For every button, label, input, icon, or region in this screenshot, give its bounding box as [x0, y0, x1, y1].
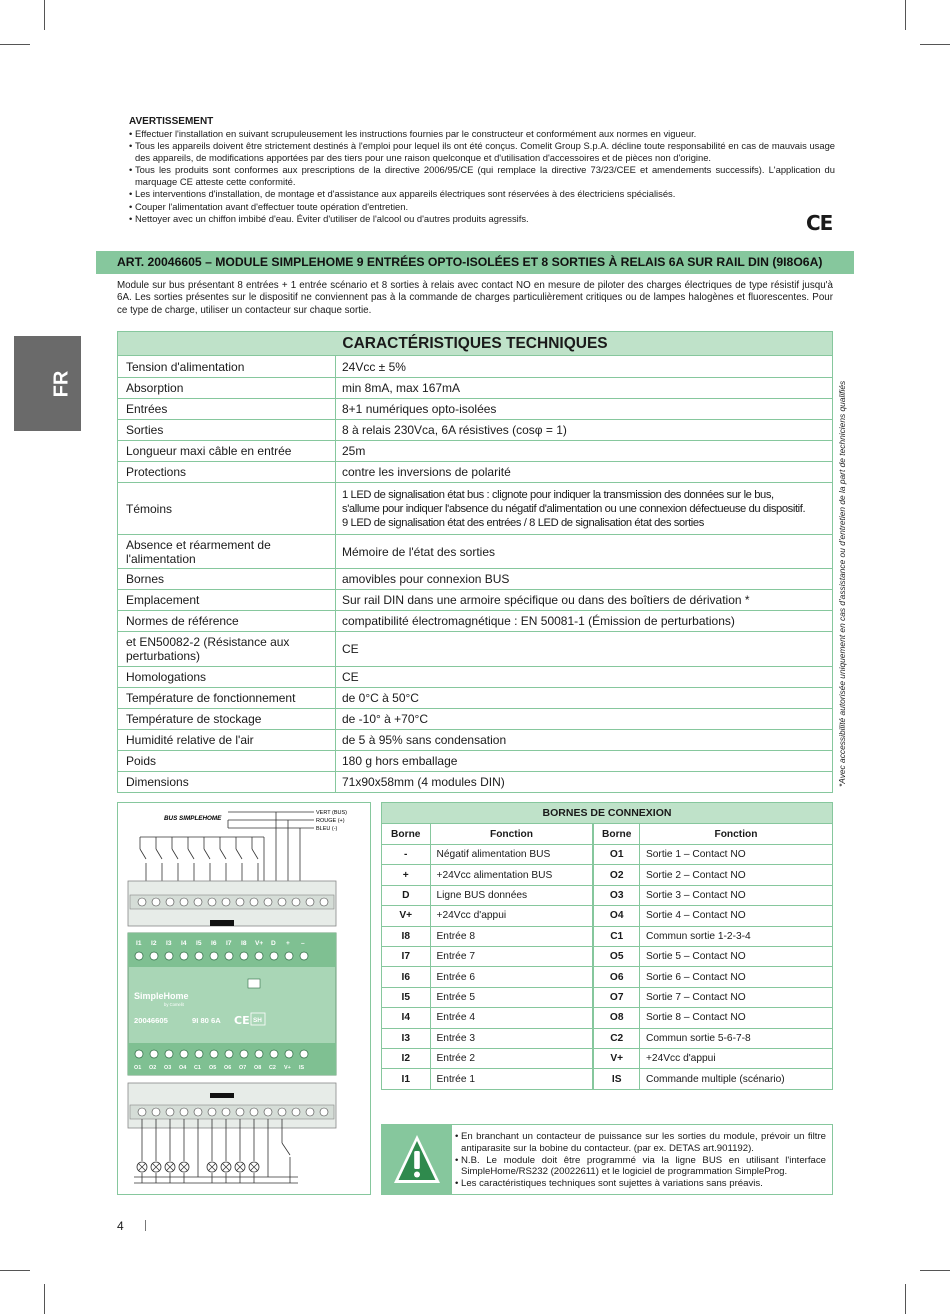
borne-code: + [382, 865, 430, 885]
borne-function: Négatif alimentation BUS [430, 845, 593, 865]
warning-section [129, 116, 835, 225]
crop-mark [0, 1270, 30, 1271]
table-row [382, 987, 832, 1007]
spec-value: 25m [342, 444, 366, 458]
borne-code: O2 [593, 865, 639, 885]
terminal-label: V+ [255, 940, 264, 947]
borne-code: O3 [593, 885, 639, 905]
borne-code: O4 [593, 906, 639, 926]
status-led [248, 979, 260, 988]
borne-code: V+ [382, 906, 430, 926]
borne-function: Entrée 2 [430, 1048, 593, 1068]
module-bottom-band [128, 1043, 336, 1075]
spec-label: Température de stockage [118, 709, 336, 729]
borne-function: Sortie 4 – Contact NO [639, 906, 832, 926]
terminal-label: O6 [224, 1065, 232, 1071]
model-name: 9I 80 6A [192, 1016, 221, 1025]
warning-item: • Effectuer l'installation en suivant scrupuleusement les instructions fournies par le constructeur et conformément aux normes en vigueur. [129, 128, 835, 140]
column-header: Fonction [639, 824, 832, 845]
model-code: 20046605 [134, 1016, 168, 1025]
column-header: Borne [593, 824, 639, 845]
warning-triangle-icon [382, 1125, 452, 1194]
spec-value: amovibles pour connexion BUS [342, 572, 510, 586]
terminal-label: O3 [164, 1065, 172, 1071]
crop-mark [905, 0, 906, 30]
borne-code: I7 [382, 946, 430, 966]
ce-mark-logo: CE [806, 211, 833, 235]
borne-code: I5 [382, 987, 430, 1007]
borne-function: +24Vcc d'appui [639, 1048, 832, 1068]
crop-mark [920, 44, 950, 45]
borne-function: Sortie 7 – Contact NO [639, 987, 832, 1007]
spec-row [118, 708, 832, 729]
borne-code: D [382, 885, 430, 905]
bornes-table [381, 802, 833, 1090]
spec-label: et EN50082-2 (Résistance aux perturbations) [118, 632, 336, 666]
table-row [382, 885, 832, 905]
crop-mark [44, 0, 45, 30]
spec-value: de 0°C à 50°C [342, 691, 419, 705]
terminal-label: I2 [151, 940, 157, 947]
terminal-label: O5 [209, 1065, 217, 1071]
spec-value-line: 1 LED de signalisation état bus : clignote pour indiquer la transmission des données sur le bus, [342, 488, 774, 501]
spec-row [118, 771, 832, 792]
spec-row [118, 356, 832, 377]
notice-box [381, 1124, 833, 1195]
table-row [382, 845, 832, 865]
borne-code: I4 [382, 1008, 430, 1028]
table-row [382, 926, 832, 946]
borne-code: C2 [593, 1028, 639, 1048]
spec-row [118, 610, 832, 631]
borne-function: Sortie 3 – Contact NO [639, 885, 832, 905]
module-top-band [128, 933, 336, 967]
spec-value-line: 9 LED de signalisation état des entrées / 8 LED de signalisation état des sorties [342, 516, 704, 529]
borne-code: O5 [593, 946, 639, 966]
spec-row [118, 419, 832, 440]
spec-value: de 5 à 95% sans condensation [342, 733, 507, 747]
spec-value-line: s'allume pour indiquer l'absence du négatif d'alimentation ou une connexion défectueuse du dispositif. [342, 502, 806, 515]
borne-function: Sortie 8 – Contact NO [639, 1008, 832, 1028]
notice-list [455, 1131, 826, 1190]
terminal-label: IS [299, 1065, 305, 1071]
spec-label: Témoins [118, 483, 336, 534]
borne-function: Entrée 4 [430, 1008, 593, 1028]
table-header-row [382, 824, 832, 845]
crop-mark [0, 44, 30, 45]
wire-label: ROUGE (+) [316, 818, 345, 824]
terminal-label: I5 [196, 940, 202, 947]
spec-value: 8 à relais 230Vca, 6A résistives (cosφ = 1) [342, 423, 567, 437]
spec-label: Absence et réarmement de l'alimentation [118, 535, 336, 568]
borne-function: Entrée 3 [430, 1028, 593, 1048]
spec-label: Normes de référence [118, 611, 336, 631]
borne-code: V+ [593, 1048, 639, 1068]
spec-value: 24Vcc ± 5% [342, 359, 406, 374]
borne-function: Entrée 7 [430, 946, 593, 966]
page-number: 4 [117, 1219, 124, 1233]
terminal-label: V+ [284, 1065, 291, 1071]
borne-code: - [382, 845, 430, 865]
wire-label: BLEU (-) [316, 826, 338, 832]
spec-row [118, 631, 832, 666]
borne-code: I1 [401, 1073, 410, 1085]
column-header: Fonction [430, 824, 593, 845]
spec-row [118, 482, 832, 534]
terminal-label: + [286, 940, 290, 947]
wiring-diagram [117, 802, 371, 1195]
spec-label: Absorption [118, 378, 336, 398]
spec-value: Mémoire de l'état des sorties [342, 544, 496, 559]
spec-row [118, 377, 832, 398]
spec-value: CE [342, 670, 359, 684]
notice-item: • Les caractéristiques techniques sont sujettes à variations sans préavis. [455, 1178, 826, 1190]
borne-code: O1 [593, 845, 639, 865]
borne-code: C1 [593, 926, 639, 946]
borne-code: I3 [382, 1028, 430, 1048]
spec-value: CE [342, 642, 359, 656]
notice-item: • N.B. Le module doit être programmé via la ligne BUS en utilisant l'interface SimpleHome/RS232 (20022611) et le logiciel de programmation SimpleProg. [455, 1155, 826, 1179]
terminal-label: D [271, 940, 276, 947]
terminal-label: O2 [149, 1065, 157, 1071]
spec-label: Dimensions [118, 772, 336, 792]
crop-mark [920, 1270, 950, 1271]
spec-label: Température de fonctionnement [118, 688, 336, 708]
side-note-text: *Avec accessibilité autorisée uniquement en cas d'assistance ou d'entretien de la part de techniciens qualifiés [837, 380, 847, 787]
spec-row [118, 398, 832, 419]
table-row [382, 1008, 832, 1028]
table-row [382, 1069, 832, 1089]
borne-function: Entrée 8 [430, 926, 593, 946]
warning-item: • Les interventions d'installation, de montage et d'assistance aux appareils électriques sont réservées à des électriciens spécialisés. [129, 188, 835, 200]
terminal-label: O8 [254, 1065, 262, 1071]
spec-label: Protections [118, 462, 336, 482]
borne-function: Entrée 6 [430, 967, 593, 987]
terminal-label: – [301, 940, 305, 947]
warning-item: • Couper l'alimentation avant d'effectuer toute opération d'entretien. [129, 201, 835, 213]
borne-code: I8 [382, 926, 430, 946]
table-row [382, 865, 832, 885]
borne-function: Sortie 1 – Contact NO [639, 845, 832, 865]
spec-row [118, 687, 832, 708]
borne-function: Sortie 6 – Contact NO [639, 967, 832, 987]
table-row [382, 1048, 832, 1068]
warning-item: • Nettoyer avec un chiffon imbibé d'eau. Éviter d'utiliser de l'alcool ou d'autres produits agressifs. [129, 213, 835, 225]
borne-code: O6 [593, 967, 639, 987]
terminal-label: I8 [241, 940, 247, 947]
bornes-grid [382, 823, 832, 1089]
language-tab-label: FR [50, 370, 73, 398]
spec-value: min 8mA, max 167mA [342, 381, 461, 395]
terminal-strip [130, 895, 334, 909]
brand-sub: by Comelit [164, 1002, 184, 1007]
terminal-label: I4 [181, 940, 187, 947]
spec-label: Tension d'alimentation [118, 356, 336, 377]
spec-value: contre les inversions de polarité [342, 465, 511, 479]
terminal-label: O7 [239, 1065, 247, 1071]
article-title-banner: ART. 20046605 – MODULE SIMPLEHOME 9 ENTRÉES OPTO-ISOLÉES ET 8 SORTIES À RELAIS 6A SUR RAIL DIN (9I8O6A) [96, 251, 854, 274]
spec-row [118, 750, 832, 771]
spec-label: Humidité relative de l'air [118, 730, 336, 750]
spec-label: Longueur maxi câble en entrée [118, 441, 336, 461]
borne-code: I6 [382, 967, 430, 987]
borne-function: Entrée 5 [430, 987, 593, 1007]
wiring-diagram-drawing [118, 803, 370, 1194]
page-number-divider [145, 1220, 146, 1231]
spec-label: Poids [118, 751, 336, 771]
warning-list [129, 128, 835, 225]
brand-logo: SimpleHome [134, 991, 189, 1001]
warning-item: • Tous les produits sont conformes aux prescriptions de la directive 2006/95/CE (qui remplace la directive 73/23/CEE et amendements successifs). L'application du marquage CE atteste cette conformité. [129, 164, 835, 188]
warning-item: • Tous les appareils doivent être strictement destinés à l'emploi pour lequel ils ont été conçus. Comelit Group S.p.A. décline toute responsabilité en cas de mauvais usage des appareils, de modifications apportées par des tiers pour une raison quelconque et d'utilisation d'accessoires et de pièces non d'origine. [129, 140, 835, 164]
spec-table-title: CARACTÉRISTIQUES TECHNIQUES [118, 332, 832, 356]
table-row [382, 946, 832, 966]
warning-title: AVERTISSEMENT [129, 116, 214, 127]
terminal-label: C1 [194, 1065, 201, 1071]
crop-mark [44, 1284, 45, 1314]
side-note [833, 381, 851, 787]
spec-label: Entrées [118, 399, 336, 419]
spec-value: de -10° à +70°C [342, 712, 428, 726]
din-clip [210, 1093, 234, 1098]
spec-row [118, 589, 832, 610]
notice-item: • En branchant un contacteur de puissance sur les sorties du module, prévoir un filtre antiparasite sur la bobine du contacteur. (par ex. DETAS art.901192). [455, 1131, 826, 1155]
terminal-strip [130, 1105, 334, 1119]
spec-value: 71x90x58mm (4 modules DIN) [342, 775, 505, 789]
table-row [382, 906, 832, 926]
spec-label: Homologations [118, 667, 336, 687]
spec-value: Sur rail DIN dans une armoire spécifique ou dans des boîtiers de dérivation * [342, 593, 750, 607]
borne-code: O7 [593, 987, 639, 1007]
table-row [382, 1028, 832, 1048]
spec-value [336, 483, 832, 534]
spec-label: Emplacement [118, 590, 336, 610]
wire-label: VERT (BUS) [316, 810, 347, 816]
spec-row [118, 461, 832, 482]
article-intro: Module sur bus présentant 8 entrées + 1 entrée scénario et 8 sorties à relais avec contact NO en mesure de piloter des charges électriques de type résistif jusqu'à 6A. Les sorties présentes sur le dispositif ne conviennent pas à la commande de charges particulièrement critiques ou de lampes halogènes et fluorescentes. Pour ce type de charge, utiliser un contacteur sur chaque sortie. [117, 280, 833, 316]
din-clip [210, 920, 234, 926]
bornes-title: BORNES DE CONNEXION [382, 803, 832, 823]
spec-label: Bornes [118, 569, 336, 589]
borne-code: I2 [382, 1048, 430, 1068]
spec-table [117, 331, 833, 793]
terminal-label: I3 [166, 940, 172, 947]
terminal-label: O1 [134, 1065, 142, 1071]
spec-row [118, 440, 832, 461]
bornes-body [382, 845, 832, 1090]
terminal-label: C2 [269, 1065, 276, 1071]
bus-label: BUS SIMPLEHOME [164, 815, 222, 822]
borne-function: Commun sortie 1-2-3-4 [639, 926, 832, 946]
column-header: Borne [382, 824, 430, 845]
spec-label: Sorties [118, 420, 336, 440]
terminal-label: O4 [179, 1065, 187, 1071]
terminal-label: I6 [211, 940, 217, 947]
borne-code: O8 [593, 1008, 639, 1028]
terminal-label: I7 [226, 940, 232, 947]
spec-row [118, 729, 832, 750]
borne-function: Sortie 5 – Contact NO [639, 946, 832, 966]
borne-function: Sortie 2 – Contact NO [639, 865, 832, 885]
borne-function: Entrée 1 [430, 1069, 593, 1089]
spec-row [118, 568, 832, 589]
sh-badge-text: SH [253, 1017, 262, 1024]
spec-row [118, 666, 832, 687]
spec-value: compatibilité électromagnétique : EN 50081-1 (Émission de perturbations) [342, 614, 735, 628]
language-tab [14, 336, 81, 431]
borne-function: Commun sortie 5-6-7-8 [639, 1028, 832, 1048]
terminal-label: I1 [136, 940, 142, 947]
borne-function: +24Vcc d'appui [430, 906, 593, 926]
borne-code: IS [593, 1069, 639, 1089]
output-lamps [134, 1119, 298, 1183]
crop-mark [905, 1284, 906, 1314]
borne-function: +24Vcc alimentation BUS [430, 865, 593, 885]
module-ce-mark: CE [234, 1014, 250, 1027]
borne-function: Commande multiple (scénario) [639, 1069, 832, 1089]
spec-value: 8+1 numériques opto-isolées [342, 402, 497, 416]
spec-value: 180 g hors emballage [342, 754, 458, 768]
spec-row [118, 534, 832, 568]
borne-function: Ligne BUS données [430, 885, 593, 905]
table-row [382, 967, 832, 987]
